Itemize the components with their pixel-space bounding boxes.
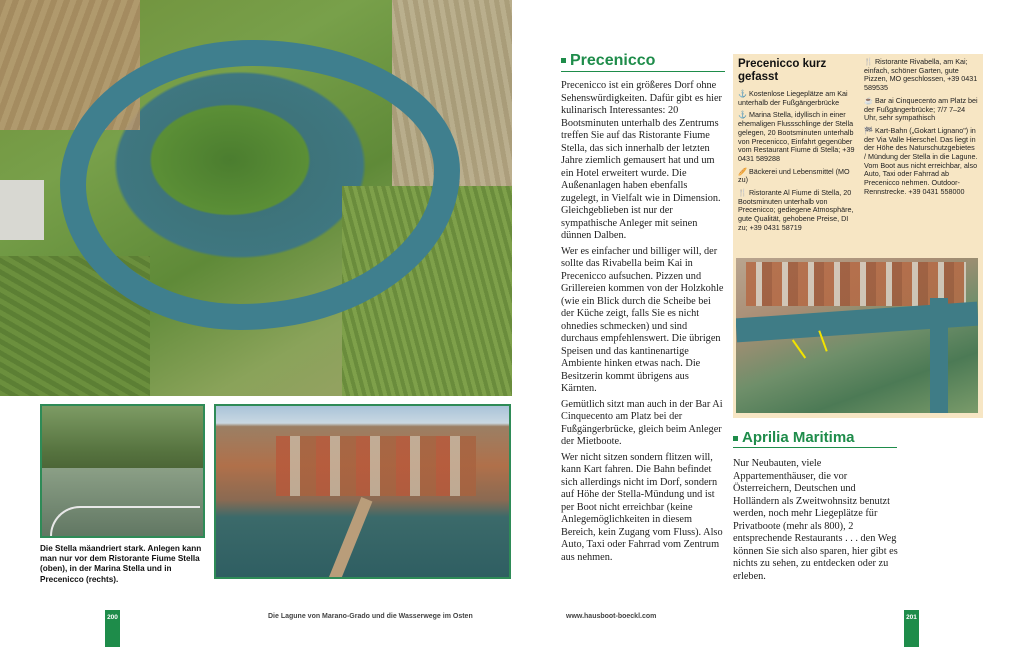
footer-title: Die Lagune von Marano-Grado und die Wasserwege im Osten	[268, 613, 473, 620]
info-box-right-column	[864, 58, 978, 201]
photo-caption: Die Stella mäandriert stark. Anlegen kann man nur vor dem Ristorante Fiume Stella (oben), in der Marina Stella und in Precenicco (rechts).	[40, 544, 202, 584]
footer-url: www.hausboot-boeckl.com	[566, 613, 657, 620]
info-item: 🍴 Ristorante Al Fiume di Stella, 20 Bootsminuten unterhalb von Precenicco; gediegene Atmosphäre, gute Qualität, gehobene Preise, DI zu; +39 0431 58719	[738, 188, 854, 232]
paragraph: Wer es einfacher und billiger will, der sollte das Rivabella beim Kai in Precenicco aufsuchen. Pizzen und Grillereien kommen von der Holzkohle (wie ein Blick durch die Scheibe bei der Küche zeigt, falls Sie es nicht ohnedies schmecken) und sind durchaus empfehlenswert. Die übrigen Speisen und das kantinenartige Ambiente hinken etwas nach. Die Besitzerin kommt übrigens aus Kärnten.	[561, 245, 724, 394]
page-number-left: 200	[105, 610, 120, 647]
anchor-icon: ⚓	[738, 89, 747, 98]
photo-ristorante-fiume-stella	[40, 404, 205, 538]
arrow-icon	[792, 339, 806, 358]
page-number-right: 201	[904, 610, 919, 647]
paragraph: Precenicco ist ein größeres Dorf ohne Sehenswürdigkeiten. Dafür gibt es hier kulinarisch Interessantes: 20 Bootsminuten unterhalb des Zentrums treffen Sie auf das Ristorante Fiume Stella, das sich innerhalb der letzten Jahre ziemlich gemausert hat und um ein Hotel erweitert wurde. Die Außenanlagen haben ebenfalls zugelegt, in Vielfalt wie in Dimension. Gleichgeblieben ist nur der sympathische Anleger mit seinen dünnen Dalben.	[561, 80, 722, 241]
precenicco-text	[561, 80, 726, 567]
aerial-photo-stella-meander	[0, 0, 512, 396]
restaurant-icon: 🍴	[864, 57, 873, 66]
heading-marker-icon	[561, 58, 566, 63]
heading-precenicco: Precenicco	[561, 52, 725, 70]
info-item: 🍴 Ristorante Rivabella, am Kai; einfach, schöner Garten, gute Pizzen, MO geschlossen, +39 0431 589535	[864, 57, 978, 93]
aerial-photo-precenicco	[736, 258, 978, 413]
paragraph: Gemütlich sitzt man auch in der Bar Ai Cinquecento am Platz bei der Fußgängerbrücke, gleich beim Anleger der Mietboote.	[561, 398, 723, 447]
info-item: ☕ Bar ai Cinquecento am Platz bei der Fußgängerbrücke; 7/7 7–24 Uhr, sehr sympathisch	[864, 95, 978, 123]
bread-icon: 🥖	[738, 166, 747, 176]
info-item: ⚓ Kostenlose Liegeplätze am Kai unterhalb der Fußgängerbrücke	[738, 89, 848, 107]
kart-icon: 🏁	[864, 125, 873, 135]
heading-marker-icon	[733, 436, 738, 441]
heading-aprilia-maritima: Aprilia Maritima	[733, 429, 897, 446]
coffee-icon: ☕	[864, 95, 873, 105]
info-item: 🥖 Bäckerei und Lebensmittel (MO zu)	[738, 166, 850, 185]
info-box-left-column	[738, 90, 858, 237]
anchor-icon: ⚓	[738, 110, 747, 120]
paragraph: Wer nicht sitzen sondern flitzen will, kann Kart fahren. Die Bahn befindet sich allerdings nicht im Dorf, sondern auf Höhe der Stella-Mündung und ist per Boot nicht erreichbar (keine Anlegemöglichkeiten in diesem Bereich, kein Zugang vom Fluss). Also Auto, Taxi oder Fahrrad vom Zentrum aus nehmen.	[561, 451, 723, 563]
aprilia-text	[733, 458, 903, 586]
info-box-title: Precenicco kurz gefasst	[738, 58, 827, 83]
photo-precenicco-town	[214, 404, 511, 579]
restaurant-icon: 🍴	[738, 188, 747, 198]
info-item: ⚓ Marina Stella, idyllisch in einer ehemaligen Flussschlinge der Stella gelegen, 20 Bootsminuten unterhalb von Precenicco, Einfahrt gegenüber vom Restaurant Fiume di Stella; +39 0431 589288	[738, 110, 855, 163]
paragraph: Nur Neubauten, viele Appartementhäuser, die vor Österreichern, Deutschen und Holländern als Zweitwohnsitz benutzt werden, noch mehr Liegeplätze für Privatboote (mehr als 800), 2 entsprechende Restaurants . . . den Weg können Sie sich also sparen, hier gibt es nichts zu sehen, zu entdecken oder zu erleben.	[733, 458, 898, 582]
info-item: 🏁 Kart-Bahn („Gokart Lignano") in der Via Valle Hierschel. Das liegt in der Höhe des Naturschutzgebietes / Mündung der Stella in die Lagune. Vom Boot aus nicht erreichbar, also Auto, Taxi oder Fahrrad ab Precenicco nehmen. Outdoor-Rennstrecke. +39 0431 558000	[864, 125, 978, 196]
